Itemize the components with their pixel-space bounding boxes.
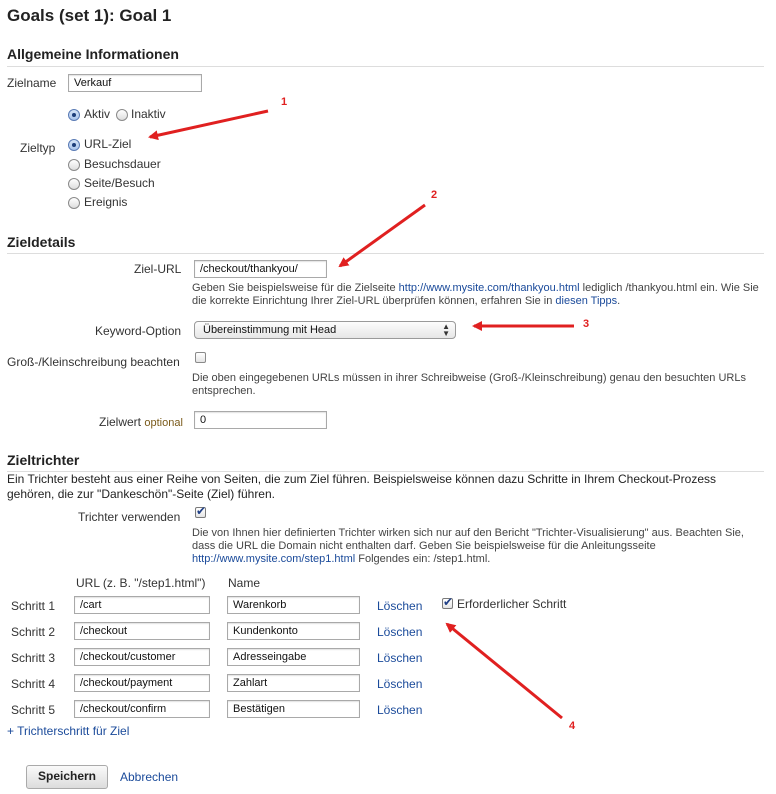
- annotation-arrow-2: [340, 205, 425, 266]
- use-funnel-help: Die von Ihnen hier definierten Trichter wirken sich nur auf den Bericht "Trichter-Visualisierung" aus. Beachten Sie, dass die URL die Domain nicht enthalten darf. Geben Sie beispielsweise für die Anleitungsseite http://www.mysite.com/step1.html Folgendes ein: /step1.html.: [192, 527, 744, 565]
- section-heading-details: Zieldetails: [7, 234, 76, 250]
- step-label: Schritt 1: [11, 599, 56, 613]
- goal-url-help: Geben Sie beispielsweise für die Zielseite http://www.mysite.com/thankyou.html lediglich /thankyou.html ein. Wie Sie die korrekte Einrichtung Ihrer Ziel-URL überprüfen können, erfahren Sie in diesen Tipps.: [192, 282, 759, 307]
- step-label: Schritt 5: [11, 703, 56, 717]
- annotation-marker-4: 4: [569, 720, 576, 732]
- step-url-input[interactable]: /checkout/customer: [74, 648, 210, 666]
- step-name-input[interactable]: Kundenkonto: [227, 622, 360, 640]
- keyword-option-label: Keyword-Option: [95, 324, 182, 338]
- page-title: Goals (set 1): Goal 1: [7, 6, 172, 25]
- col-name-header: Name: [228, 576, 261, 590]
- type-event-label: Ereignis: [84, 195, 128, 209]
- goal-value-label: Zielwert optional: [99, 415, 183, 429]
- annotation-marker-3: 3: [583, 318, 590, 330]
- type-pages-label: Seite/Besuch: [84, 176, 155, 190]
- status-active-label: Aktiv: [84, 107, 111, 121]
- funnel-intro: Ein Trichter besteht aus einer Reihe von Seiten, die zum Ziel führen. Beispielsweise können dazu Schritte in Ihrem Checkout-Prozess gehören, die zur "Dankeschön"-Seite (Ziel) führen.: [7, 472, 717, 501]
- step-url-input[interactable]: /checkout: [74, 622, 210, 640]
- goal-url-input[interactable]: /checkout/thankyou/: [194, 260, 327, 278]
- step-label: Schritt 3: [11, 651, 56, 665]
- delete-step-link[interactable]: Löschen: [377, 651, 423, 665]
- annotation-arrow-1: [150, 111, 268, 137]
- col-url-header: URL (z. B. "/step1.html"): [76, 576, 206, 590]
- save-button[interactable]: Speichern: [26, 765, 108, 789]
- type-url-label: URL-Ziel: [84, 137, 132, 151]
- select-arrows-icon: ▲ ▼: [442, 322, 450, 338]
- status-inactive-label: Inaktiv: [131, 107, 166, 121]
- goal-type-label: Zieltyp: [20, 141, 56, 155]
- case-sensitive-help: Die oben eingegebenen URLs müssen in ihrer Schreibweise (Groß-/Kleinschreibung) genau den besuchten URLs entsprechen.: [192, 372, 746, 397]
- goal-name-label: Zielname: [7, 76, 57, 90]
- optional-note: optional: [144, 417, 183, 429]
- delete-step-link[interactable]: Löschen: [377, 599, 423, 613]
- goal-value-input[interactable]: 0: [194, 411, 327, 429]
- delete-step-link[interactable]: Löschen: [377, 677, 423, 691]
- delete-step-link[interactable]: Löschen: [377, 625, 423, 639]
- step-url-input[interactable]: /checkout/confirm: [74, 700, 210, 718]
- step-label: Schritt 2: [11, 625, 56, 639]
- step-name-input[interactable]: Warenkorb: [227, 596, 360, 614]
- use-funnel-label: Trichter verwenden: [78, 510, 181, 524]
- annotation-marker-1: 1: [281, 96, 288, 108]
- tips-link[interactable]: diesen Tipps: [555, 295, 618, 307]
- step-name-input[interactable]: Zahlart: [227, 674, 360, 692]
- required-step-label: Erforderlicher Schritt: [457, 597, 567, 611]
- annotation-marker-2: 2: [431, 189, 438, 201]
- goal-name-input[interactable]: Verkauf: [68, 74, 202, 92]
- example-url-link[interactable]: http://www.mysite.com/thankyou.html: [398, 282, 580, 294]
- delete-step-link[interactable]: Löschen: [377, 703, 423, 717]
- step-label: Schritt 4: [11, 677, 56, 691]
- keyword-option-value: Übereinstimmung mit Head: [203, 324, 337, 336]
- section-heading-funnel: Zieltrichter: [7, 452, 80, 468]
- case-sensitive-label: Groß-/Kleinschreibung beachten: [7, 355, 180, 369]
- step-url-input[interactable]: /cart: [74, 596, 210, 614]
- goal-url-label: Ziel-URL: [134, 262, 182, 276]
- add-funnel-step-link[interactable]: + Trichterschritt für Ziel: [7, 724, 130, 738]
- step-example-link[interactable]: http://www.mysite.com/step1.html: [192, 553, 356, 565]
- annotation-arrow-4: [447, 624, 562, 718]
- type-duration-label: Besuchsdauer: [84, 157, 161, 171]
- section-heading-general: Allgemeine Informationen: [7, 46, 179, 62]
- step-name-input[interactable]: Bestätigen: [227, 700, 360, 718]
- cancel-link[interactable]: Abbrechen: [120, 770, 179, 784]
- step-url-input[interactable]: /checkout/payment: [74, 674, 210, 692]
- step-name-input[interactable]: Adresseingabe: [227, 648, 360, 666]
